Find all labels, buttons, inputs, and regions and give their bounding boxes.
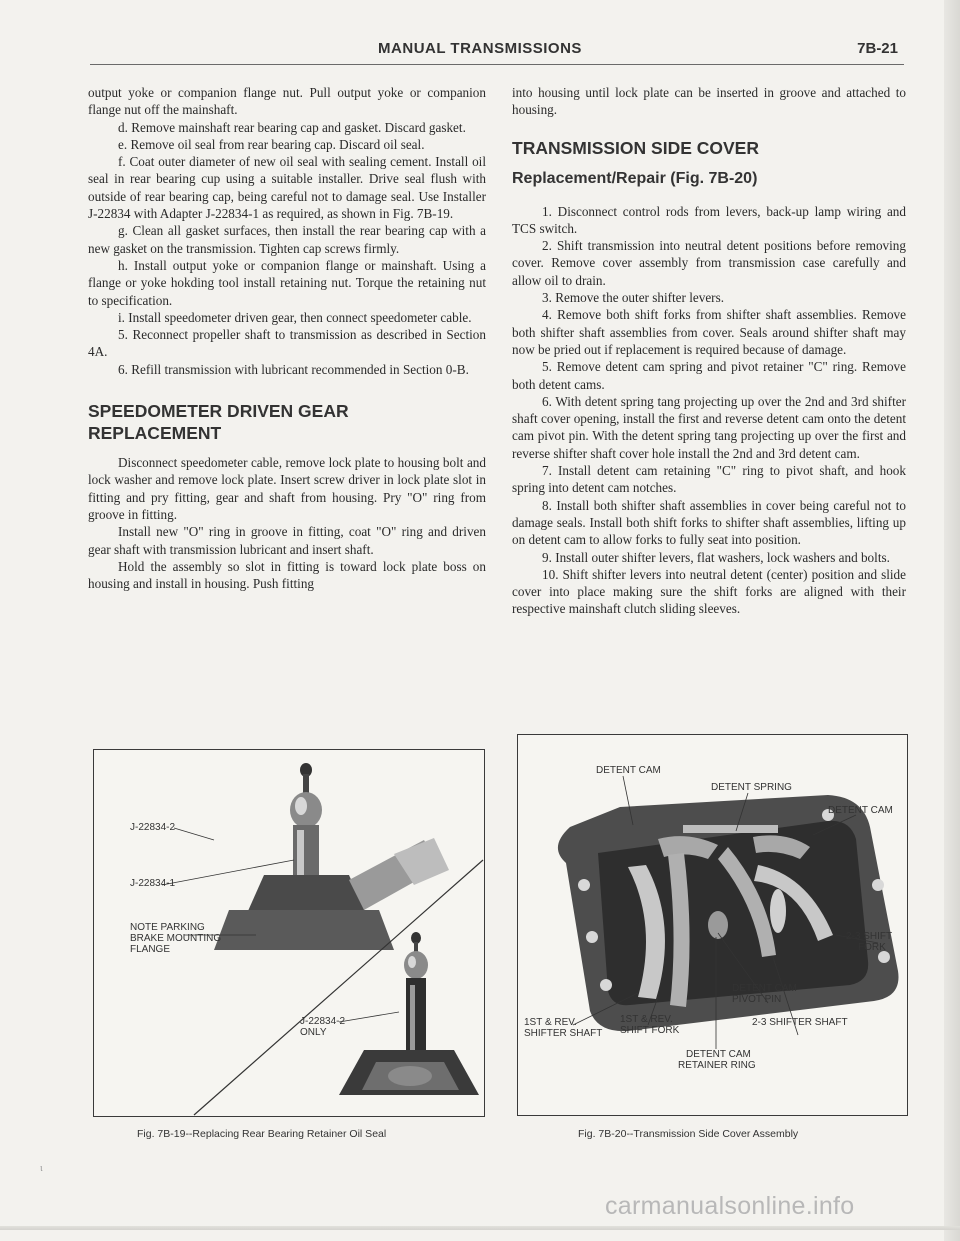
- section-subheading: Replacement/Repair (Fig. 7B-20): [512, 169, 758, 187]
- label-j22834-1: J-22834-1: [130, 878, 176, 889]
- label-note-line1: NOTE PARKING: [130, 922, 205, 933]
- step-d: d. Remove mainshaft rear bearing cap and gasket. Discard gasket.: [118, 119, 466, 135]
- figure-7b-20: [517, 734, 908, 1116]
- scan-speck: ɩ: [40, 1163, 43, 1174]
- step-8: 8. Install both shifter shaft assemblies in cover being careful not to damage seals. Install both shift forks to shifter shaft assemblies, lifting up on detent cam to allow forks to fully seat into position.: [512, 497, 906, 548]
- label-pivot-pin-line2: PIVOT PIN: [732, 994, 782, 1005]
- section-heading-line2: REPLACEMENT: [88, 423, 222, 444]
- page-bottom-edge: [0, 1226, 960, 1230]
- page-fold-shadow: [944, 0, 960, 1241]
- label-retainer-ring-line1: DETENT CAM: [686, 1049, 751, 1060]
- label-note-line3: FLANGE: [130, 944, 171, 955]
- label-shift-fork-1st-line1: 1ST & REV.: [620, 1014, 673, 1025]
- step-i: i. Install speedometer driven gear, then connect speedometer cable.: [118, 309, 472, 325]
- figure-caption-7b-20: Fig. 7B-20--Transmission Side Cover Assembly: [578, 1128, 799, 1140]
- page-header: [0, 40, 960, 64]
- step-9: 9. Install outer shifter levers, flat washers, lock washers and bolts.: [542, 549, 890, 565]
- paragraph: Install new "O" ring in groove in fitting, coat "O" ring and driven gear shaft with transmission lubricant and insert shaft.: [88, 524, 486, 557]
- step-7: 7. Install detent cam retaining "C" ring to pivot shaft, and hook spring into detent cam notches.: [512, 463, 906, 496]
- header-rule: [90, 64, 904, 65]
- step-f: f. Coat outer diameter of new oil seal with sealing cement. Install oil seal in rear bearing cup using a suitable installer. Drive seal flush with outside of rear bearing cap, being careful not to damage seal. Use Installer J-22834 with Adapter J-22834-1 as required, as shown in Fig. 7B-19.: [88, 154, 486, 222]
- label-shifter-shaft-1st-line2: SHIFTER SHAFT: [524, 1028, 603, 1039]
- label-j22834-2: J-22834-2: [130, 822, 176, 833]
- watermark: carmanualsonline.info: [605, 1192, 855, 1220]
- label-shifter-shaft-23: 2-3 SHIFTER SHAFT: [752, 1017, 848, 1028]
- label-only-line1: J-22834-2: [300, 1016, 346, 1027]
- step-1: 1. Disconnect control rods from levers, back-up lamp wiring and TCS switch.: [512, 203, 906, 236]
- step-6: 6. Refill transmission with lubricant recommended in Section 0-B.: [118, 361, 469, 377]
- label-shift-fork-23-line2: FORK: [858, 942, 886, 953]
- section-heading: TRANSMISSION SIDE COVER: [512, 137, 759, 158]
- paragraph: Disconnect speedometer cable, remove lock plate to housing bolt and lock washer and remove lock plate. Insert screw driver in lock plate slot in fitting and pry fitting, gear and shaft from housing. Pry "O" ring from groove in fitting.: [88, 455, 486, 522]
- step-5: 5. Remove detent cam spring and pivot retainer "C" ring. Remove both detent cams.: [512, 359, 906, 392]
- step-6: 6. With detent spring tang projecting up over the 2nd and 3rd shifter shaft cover opening, install the first and reverse detent cam onto the detent cam pivot pin. With the detent spring tang projecting up over the first and reverse shifter shaft cover hole install the 2nd and 3rd detent cam.: [512, 393, 906, 461]
- page-number: 7B-21: [857, 40, 898, 57]
- label-detent-spring: DETENT SPRING: [711, 782, 792, 793]
- figure-caption-7b-19: Fig. 7B-19--Replacing Rear Bearing Retainer Oil Seal: [137, 1128, 387, 1140]
- step-4: 4. Remove both shift forks from shifter shaft assemblies. Remove both shifter shaft assemblies from cover. Seals around shifter shaft may now be pried out if replacement is required because of damage.: [512, 307, 906, 357]
- label-detent-cam-right: DETENT CAM: [828, 805, 893, 816]
- page-title: MANUAL TRANSMISSIONS: [378, 40, 582, 57]
- step-3: 3. Remove the outer shifter levers.: [542, 290, 725, 306]
- step-h: h. Install output yoke or companion flange or mainshaft. Using a flange or yoke hokding tool install retaining nut. Torque the retaining nut to specification.: [88, 257, 486, 308]
- label-shift-fork-23-line1: 2-3 SHIFT: [846, 931, 893, 942]
- section-heading: SPEEDOMETER DRIVEN GEAR: [88, 401, 349, 422]
- label-only-line2: ONLY: [300, 1027, 327, 1038]
- label-shifter-shaft-1st-line1: 1ST & REV.: [524, 1017, 577, 1028]
- paragraph: Hold the assembly so slot in fitting is toward lock plate boss on housing and install in housing. Push fitting: [88, 558, 486, 592]
- step-e: e. Remove oil seal from rear bearing cap. Discard oil seal.: [118, 136, 425, 152]
- label-detent-cam-left: DETENT CAM: [596, 765, 661, 776]
- paragraph: into housing until lock plate can be inserted in groove and attached to housing.: [512, 85, 906, 118]
- step-g: g. Clean all gasket surfaces, then install the rear bearing cap with a new gasket on the transmission. Tighten cap screws firmly.: [88, 223, 486, 256]
- step-10: 10. Shift shifter levers into neutral detent (center) position and slide cover into place making sure the shift forks are aligned with their respective mainshaft clutch sliding sleeves.: [512, 566, 906, 617]
- label-pivot-pin-line1: DETENT CAM: [732, 983, 797, 994]
- label-note-line2: BRAKE MOUNTING: [130, 933, 222, 944]
- paragraph: output yoke or companion flange nut. Pull output yoke or companion flange nut off the mainshaft.: [88, 85, 486, 118]
- right-column: [512, 84, 906, 618]
- left-column: [88, 84, 486, 592]
- label-shift-fork-1st-line2: SHIFT FORK: [620, 1025, 680, 1036]
- figure-7b-19: [93, 749, 485, 1117]
- step-5: 5. Reconnect propeller shaft to transmission as described in Section 4A.: [88, 327, 486, 360]
- label-retainer-ring-line2: RETAINER RING: [678, 1060, 756, 1071]
- step-2: 2. Shift transmission into neutral detent positions before removing cover. Remove cover assembly from transmission case carefully and allow oil to drain.: [512, 238, 906, 288]
